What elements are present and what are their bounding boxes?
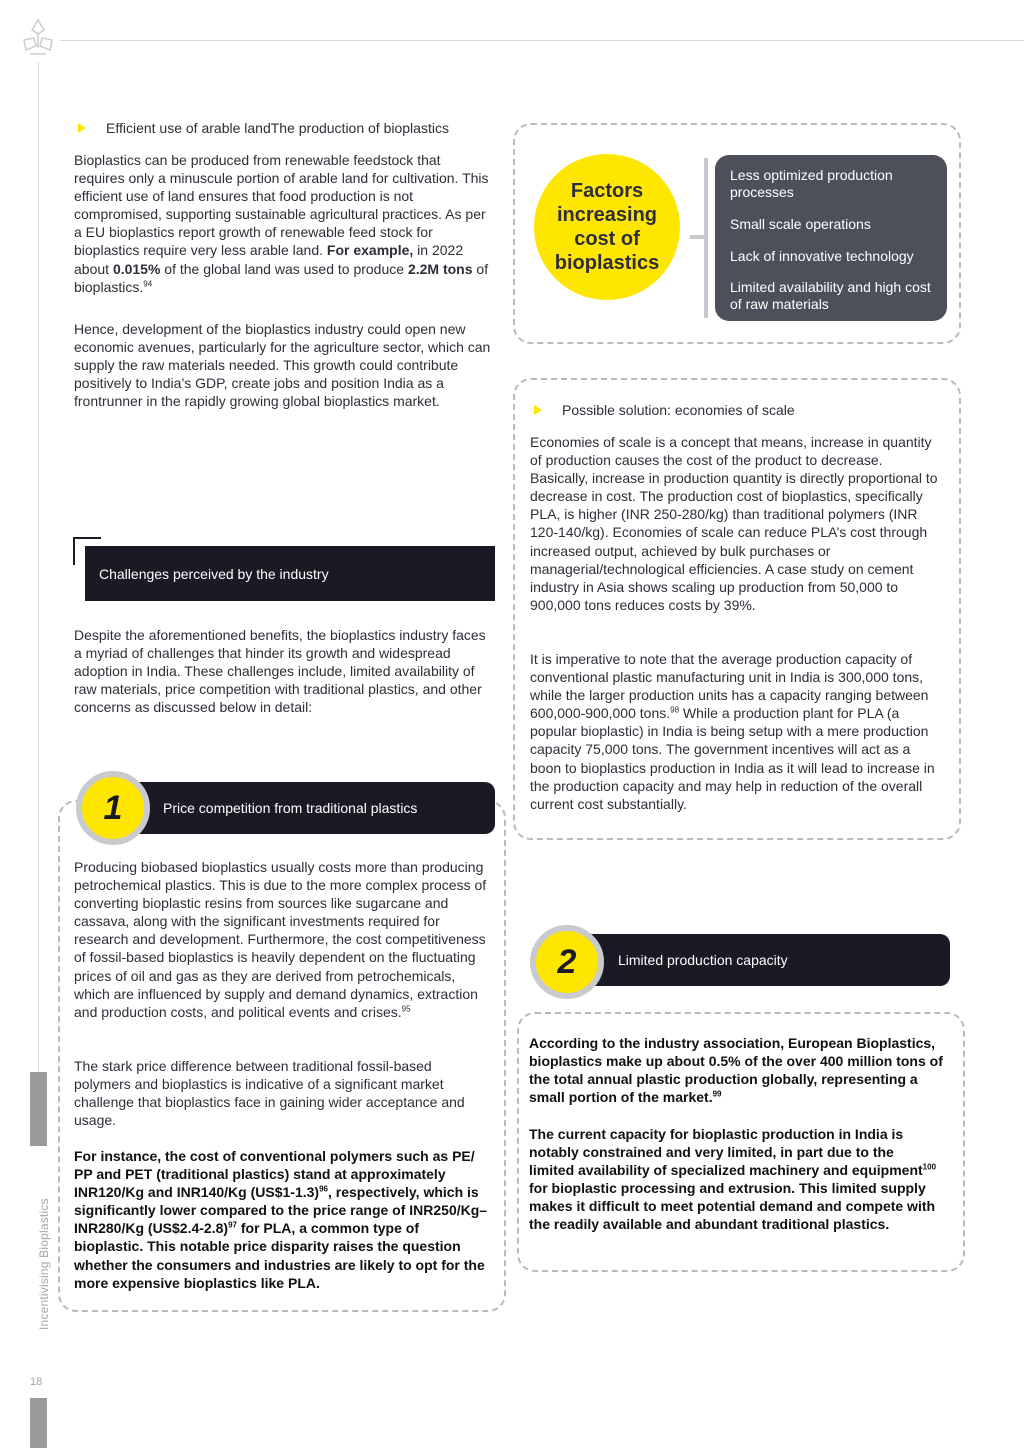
page-number: 18 (30, 1376, 43, 1388)
challenges-banner-title: Challenges perceived by the industry (99, 565, 329, 582)
challenge-1-number-badge: 1 (76, 771, 150, 845)
challenge-2-paragraph-1: According to the industry association, European Bioplastics, bioplastics make up about 0.5% of the over 400 million tons of the total annual plastic production globally, representing a small portion of the market.$^{99}$ (529, 1035, 943, 1106)
header-rule (60, 40, 1024, 41)
factor-item: Lack of innovative technology (730, 248, 914, 264)
challenge-2-paragraph-2: The current capacity for bioplastic production in India is notably constrained and very limited, in part due to the limited availability of specialized machinery and equipment$^{100}$ for bioplastic processing and extrusion. This limited supply makes it difficult to meet potential demand and compete with the readily available and abundant traditional plastics. (529, 1126, 937, 1233)
challenges-paragraph: Despite the aforementioned benefits, the bioplastics industry faces a myriad of challenges that hinder its growth and widespread adoption in India. These challenges include, limited availability of raw materials, price competition with traditional plastics, and other concerns as discussed below in detail: (74, 627, 486, 716)
challenge-2-number-badge: 2 (530, 925, 604, 999)
solution-heading-text: Possible solution: economies of scale (562, 402, 795, 418)
factor-item: Small scale operations (730, 216, 871, 232)
challenge-1-paragraph-1: Producing biobased bioplastics usually costs more than producing petrochemical plastics. This is due to the more complex process of converting bioplastic resins from sources like sugarcane and cassava, along with the significant investments required for research and development. Furthermore, the cost competitiveness of fossil-based bioplastics is heavily dependent on the fluctuating prices of oil and gas as they are derived from petrochemicals, which are influenced by supply and demand dynamics, extraction and production costs, and political events and crises.$^{95}$ (74, 859, 487, 1020)
factors-title: Factors increasing cost of bioplastics (554, 180, 660, 274)
challenges-banner (85, 546, 495, 601)
arable-paragraph-2: Hence, development of the bioplastics industry could open new economic avenues, particularly for the agriculture sector, which can supply the raw materials needed. This growth could contribute positively to India’s GDP, create jobs and position India as a frontrunner in the rapidly growing global bioplastics market. (74, 321, 491, 410)
challenge-1-title-bar (110, 782, 495, 834)
bullet-triangle-icon (78, 123, 86, 133)
sidebar-marker (30, 1072, 47, 1146)
solution-heading (530, 402, 795, 418)
challenge-1-paragraph-3: For instance, the cost of conventional polymers such as PE/ PP and PET (traditional plastics) stand at approximately INR120/Kg and INR140/Kg (US$1-1.3)$^{96}$, respectively, which is significantly lower compared to the price range of INR250/Kg–INR280/Kg (US$2.4-2.8)$^{97}$ for PLA, a common type of bioplastic. This notable price disparity raises the question whether the consumers and industries are likely to opt for the more expensive bioplastics like PLA. (74, 1148, 488, 1291)
page-marker (30, 1398, 47, 1448)
factors-bracket (704, 158, 708, 318)
challenge-1-paragraph-2: The stark price difference between traditional fossil-based polymers and bioplastics is indicative of a significant market challenge that bioplastics face in gaining wider acceptance and usage. (74, 1058, 465, 1129)
sidebar-rule (38, 62, 39, 1072)
arable-heading (74, 120, 449, 136)
arable-paragraph-1: Bioplastics can be produced from renewable feedstock that requires only a minuscule portion of arable land for cultivation. This efficient use of land ensures that food production is not compromised, supporting sustainable agricultural practices. As per a EU bioplastics report growth of renewable feed stock for bioplastics require very less arable land. For example, in 2022 about 0.015% of the global land was used to produce 2.2M tons of bioplastics.$^{94}$ (74, 152, 489, 295)
sidebar-section-title: Incentivising Bioplastics (37, 1198, 51, 1330)
factors-title-circle (534, 154, 680, 300)
challenge-2-title: Limited production capacity (618, 952, 788, 968)
challenge-2-title-bar (566, 934, 950, 986)
challenge-1-title: Price competition from traditional plastics (163, 800, 418, 816)
arable-heading-text: Efficient use of arable landThe production of bioplastics (106, 120, 449, 136)
solution-paragraph-1: Economies of scale is a concept that means, increase in quantity of production causes the cost of the product to decrease. Basically, increase in production quantity is directly proportional to decrease in cost. The production cost of bioplastics, specifically PLA, is higher (INR 250-280/kg) than traditional polymers (INR 120-140/kg). Economies of scale can reduce PLA’s cost through increased output, achieved by bulk purchases or managerial/technological efficiencies. A case study on cement industry in Asia shows scaling up production from 50,000 to 900,000 tons reduces costs by 39%. (530, 434, 938, 613)
factor-item: Limited availability and high cost of raw materials (730, 279, 931, 312)
solution-paragraph-2: It is imperative to note that the average production capacity of conventional plastic manufacturing unit in India is 300,000 tons, while the larger production units has a capacity ranging between 600,000-900,000 tons.$^{98}$ While a production plant for PLA (a popular bioplastic) in India is being setup with a mere production capacity 75,000 tons. The government incentives will act as a boon to bioplastics production in India as it will lead to increase in the production capacity and may help in reduction of the overall current cost substantially. (530, 651, 935, 812)
factor-item: Less optimized production processes (730, 167, 893, 200)
bullet-triangle-icon (534, 405, 542, 415)
recycle-leaf-logo-icon (14, 14, 62, 62)
